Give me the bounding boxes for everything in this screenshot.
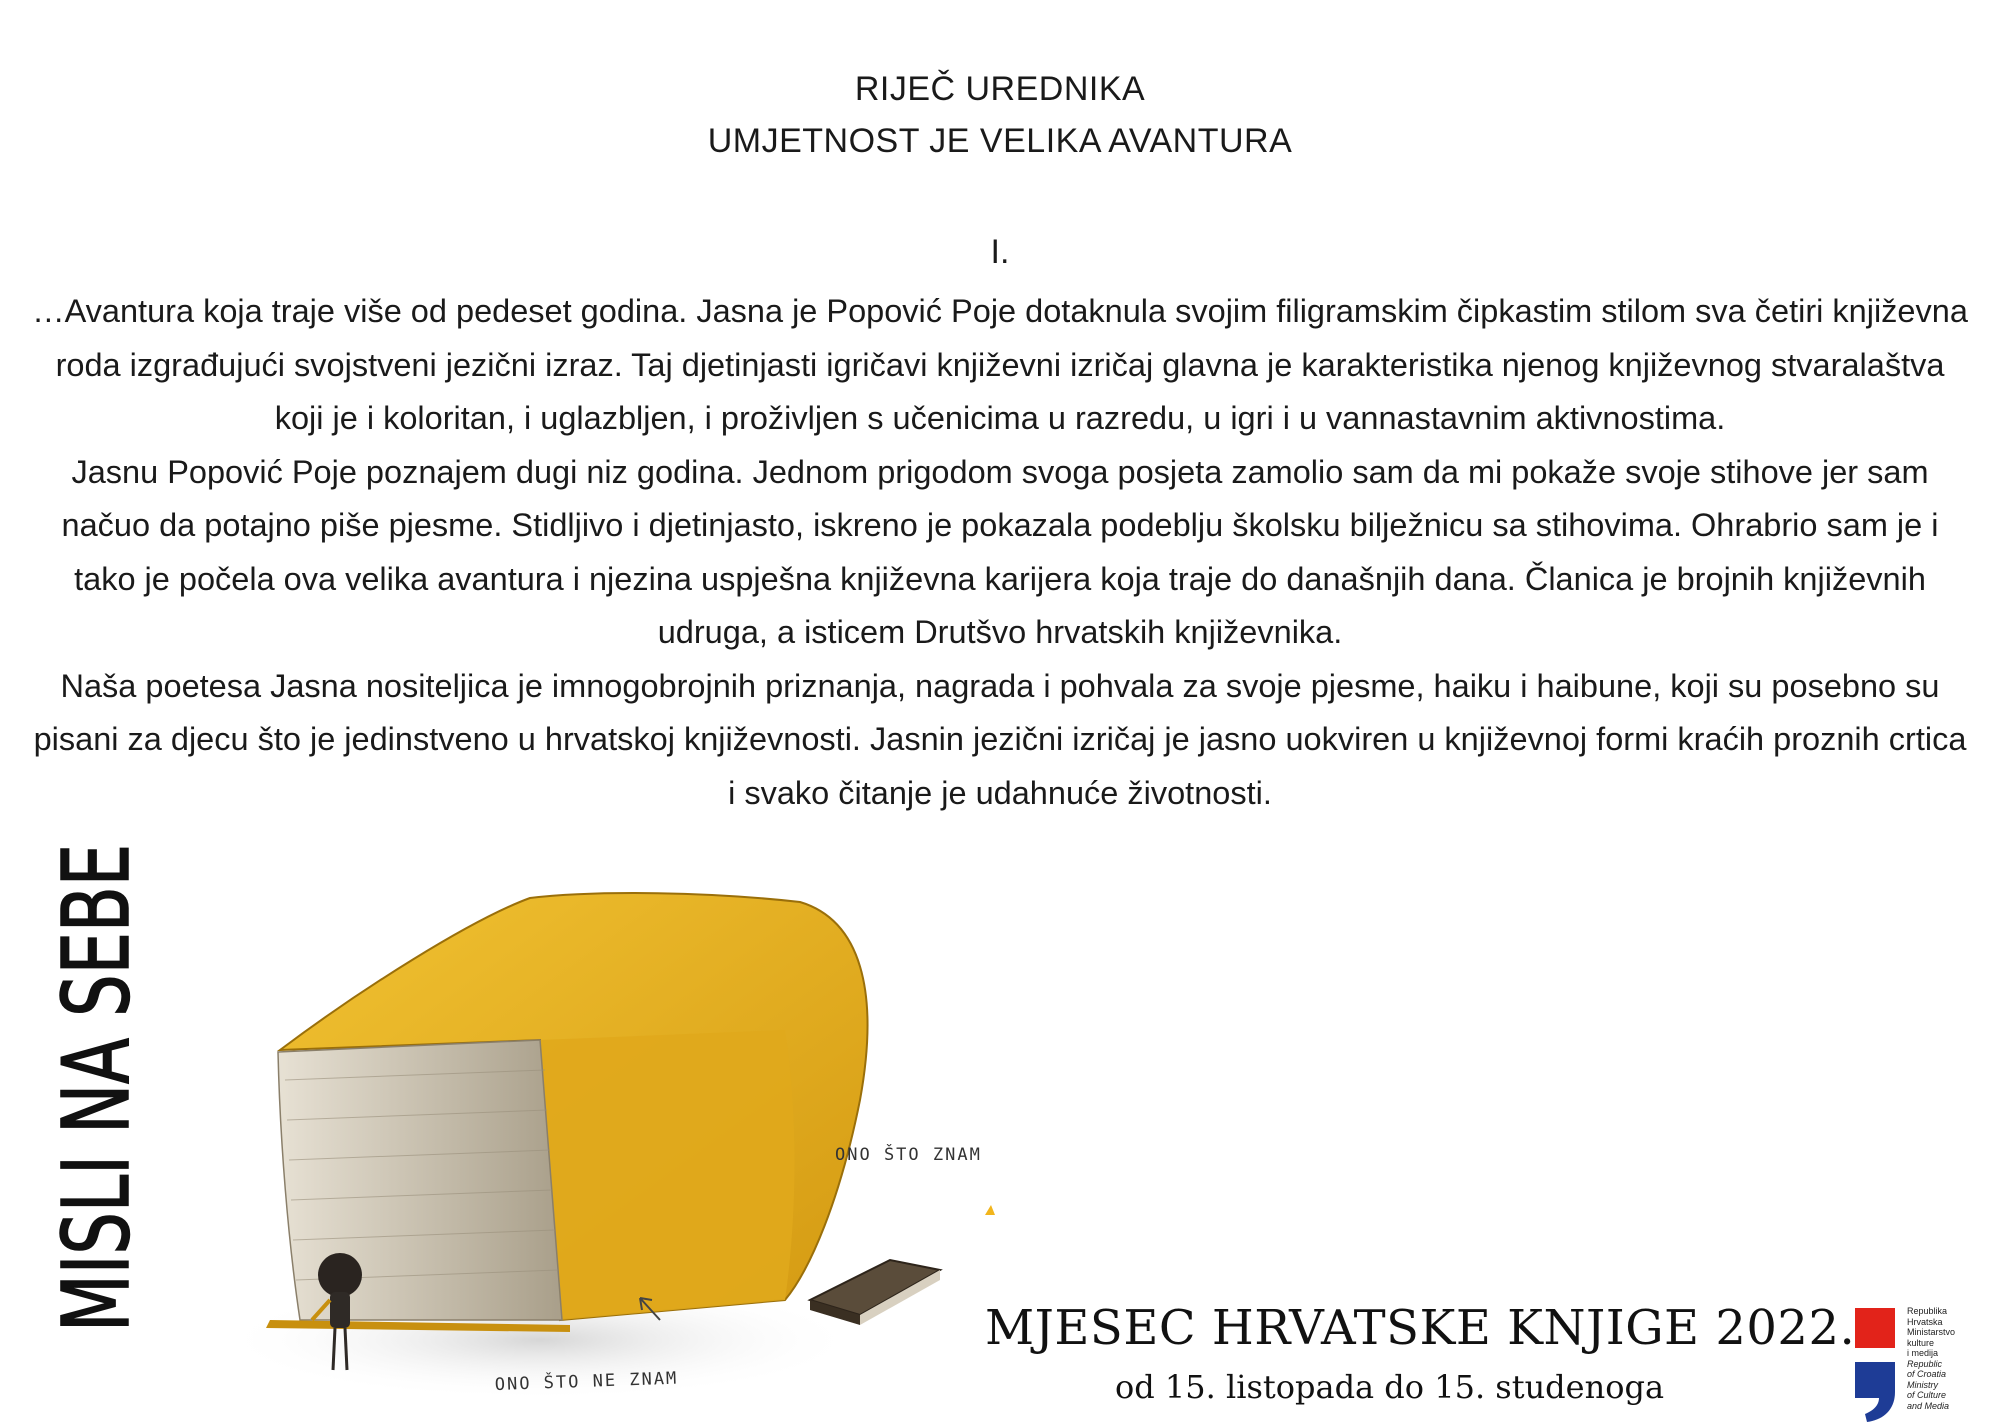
- logo-line: of Croatia: [1907, 1369, 1947, 1379]
- logo-text: [1907, 1306, 1955, 1411]
- event-title: MJESEC HRVATSKE KNJIGE 2022.: [985, 1300, 1856, 1356]
- logo-line: i medija: [1907, 1348, 1939, 1358]
- vertical-title-text: MISLI NA SEBE: [43, 840, 145, 1332]
- logo-line: Ministarstvo: [1907, 1327, 1956, 1337]
- spark-icon: [985, 1205, 995, 1215]
- paragraph-1: …Avantura koja traje više od pedeset godina. Jasna je Popović Poje dotaknula svojim filigramskim čipkastim stilom sva četiri književna roda izgrađujući svojstveni jezični izraz. Taj djetinjasti igričavi književni izričaj glavna je karakteristika njenog književnog stvaralaštva koji je i koloritan, i uglazbljen, i proživljen s učenicima u razredu, u igri i u vannastavnim aktivnostima.: [32, 293, 1968, 436]
- label-what-i-know: ONO ŠTO ZNAM: [835, 1145, 982, 1165]
- vertical-title: [20, 840, 145, 1340]
- logo-line: Hrvatska: [1907, 1316, 1943, 1327]
- logo-line: Republic: [1907, 1358, 1943, 1369]
- body-text: [30, 285, 1970, 820]
- logo-line: kulture: [1907, 1337, 1935, 1348]
- logo-red-square: [1855, 1308, 1895, 1348]
- section-numeral: I.: [990, 233, 1010, 271]
- event-dates: od 15. listopada do 15. studenoga: [1115, 1368, 1665, 1406]
- paragraph-2: Jasnu Popović Poje poznajem dugi niz godina. Jednom prigodom svoga posjeta zamolio sam da mi pokaže svoje stihove jer sam načuo da potajno piše pjesme. Stidljivo i djetinjasto, iskreno je pokazala podeblju školsku bilježnicu sa stihovima. Ohrabrio sam je i tako je počela ova velika avantura i njezina uspješna književna karijera koja traje do današnjih dana. Članica je brojnih književnih udruga, a isticem Drutšvo hrvatskih književnika.: [61, 453, 1939, 650]
- book-spine: [540, 1030, 794, 1320]
- logo-line: of Culture: [1907, 1390, 1947, 1400]
- book-illustration: [240, 880, 1020, 1420]
- paragraph-3: Naša poetesa Jasna nositeljica je imnogobrojnih priznanja, nagrada i pohvala za svoje pjesme, haiku i haibune, koji su posebno su pisani za djecu što je jedinstveno u hrvatskoj književnosti. Jasnin jezični izričaj je jasno uokviren u književnoj formi kraćih proznih crtica i svako čitanje je udahnuće životnosti.: [33, 667, 1967, 811]
- logo-line: and Media: [1907, 1400, 1950, 1411]
- ministry-logo: [1855, 1300, 1985, 1428]
- heading-editor-word: RIJEČ UREDNIKA: [854, 70, 1146, 108]
- logo-line: Ministry: [1907, 1379, 1938, 1390]
- small-book: [810, 1260, 940, 1325]
- logo-blue-comma-icon: [1855, 1362, 1895, 1422]
- label-what-i-dont-know: ONO ŠTO NE ZNAM: [494, 1368, 679, 1395]
- heading-subtitle: UMJETNOST JE VELIKA AVANTURA: [707, 122, 1293, 160]
- logo-line: Republika: [1907, 1306, 1948, 1316]
